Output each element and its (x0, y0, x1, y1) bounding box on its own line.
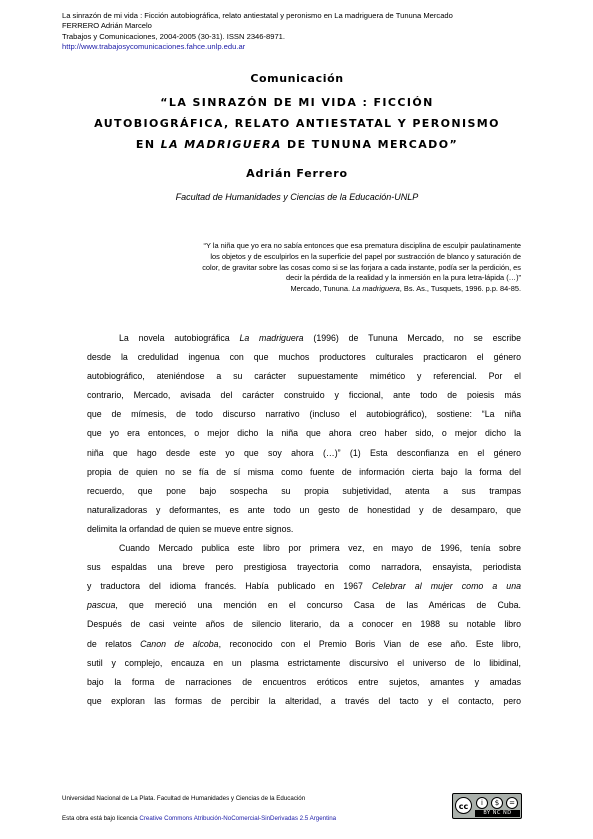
body-line: bajo la forma de narraciones de encuentros eróticos entre sujetos, amantes y amadas (87, 676, 521, 687)
body-line: delimita la orfandad de quien se mueve entre signos. (87, 523, 294, 534)
footer-institution: Universidad Nacional de La Plata. Facultad de Humanidades y Ciencias de la Educación (62, 795, 306, 802)
epigraph-source-author: Mercado, Tununa. (290, 284, 353, 294)
title-book-name: LA MADRIGUERA (160, 138, 282, 151)
text-run: , reconocido con el Premio Boris Vian de ese año. Este libro, (218, 638, 521, 649)
paragraph-1 (87, 329, 521, 539)
title-line-2: AUTOBIOGRÁFICA, RELATO ANTIESTATAL Y PERONISMO (94, 117, 500, 130)
noncommercial-icon: $ (491, 797, 503, 809)
text-run: La novela autobiográfica (119, 333, 240, 343)
citation-title: La sinrazón de mi vida : Ficción autobiográfica, relato antiestatal y peronismo en La madriguera de Tununa Mercado (62, 11, 453, 20)
body-line: que yo era entonces, o mejor dicho la niña que ahora creo haber sido, o mejor dicho la (87, 428, 521, 439)
epigraph-source-title: La madriguera (352, 284, 400, 294)
citation-header (62, 11, 562, 53)
article-title (62, 92, 532, 155)
body-line: naturalizadoras y deformantes, es ante todo un gesto de honestidad y de desamparo, que (87, 504, 521, 515)
epigraph-source (84, 284, 521, 295)
cc-badge-label: BY NC ND (475, 810, 520, 817)
body-line: que exploran las formas de percibir la alteridad, a través del tacto y el contacto, pero (87, 695, 521, 706)
body-line: desde la credulidad ingenua con que muchos productores culturales practicaron el género (87, 352, 521, 363)
epigraph-line: los objetos y de esculpirlos en la superficie del papel por sustracción de blanco y saturación de (210, 251, 521, 261)
noderivatives-icon: = (506, 797, 518, 809)
body-line (87, 329, 521, 348)
citation-author: FERRERO Adrián Marcelo (62, 21, 152, 31)
body-line (87, 635, 521, 654)
attribution-icon: i (476, 797, 488, 809)
citation-journal: Trabajos y Comunicaciones, 2004-2005 (30-31). ISSN 2346-8971. (62, 31, 286, 41)
author-affiliation: Facultad de Humanidades y Ciencias de la Educación-UNLP (175, 192, 419, 202)
epigraph-line: color, de gravitar sobre las cosas como si se las forjara a cada instante, podía ser la perdición, es (202, 262, 521, 272)
text-run: , que mereció una mención en el concurso Casa de las Américas de Cuba. (115, 600, 521, 611)
license-link[interactable]: Creative Commons Atribución-NoComercial-SinDerivadas 2.5 Argentina (139, 815, 337, 822)
text-run: de relatos (87, 638, 141, 649)
title-line-1: “LA SINRAZÓN DE MI VIDA : FICCIÓN (160, 96, 434, 109)
title-line-3-start: EN (135, 138, 161, 151)
journal-url-link[interactable]: http://www.trabajosycomunicaciones.fahce.unlp.edu.ar (62, 42, 246, 52)
book-title: pascua (87, 600, 116, 611)
body-line (87, 577, 521, 596)
cc-logo-icon: cc (455, 797, 472, 814)
body-line: autobiográfico, ateniéndose a su carácter supuestamente mimético y referencial. Por el (87, 371, 521, 382)
body-text (87, 329, 521, 711)
epigraph-line: “Y la niña que yo era no sabía entonces que esa prematura disciplina de esculpir paulatinamente (203, 241, 521, 250)
footer-license (62, 815, 336, 822)
epigraph-line: decir la pérdida de la realidad y la inmersión en la pura letra-lápida (…)” (286, 273, 521, 283)
text-run: (1996) de Tununa Mercado, no se escribe (303, 333, 521, 343)
body-line: propia de quien no se fía de sí misma como fuente de información cierta bajo la forma del (87, 466, 521, 477)
license-prefix: Esta obra está bajo licencia (62, 815, 140, 822)
section-heading: Comunicación (250, 72, 344, 85)
title-line-3-end: DE TUNUNA MERCADO” (281, 138, 459, 151)
book-title: Canon de alcoba (140, 638, 219, 649)
body-line: Cuando Mercado publica este libro por primera vez, en mayo de 1996, tenía sobre (119, 543, 521, 554)
book-title: La madriguera (239, 333, 304, 343)
text-run: y traductora del idioma francés. Había publicado en 1967 (87, 581, 363, 592)
creative-commons-badge[interactable] (452, 793, 522, 819)
body-line: niña que hago desde este yo que soy ahora (…)” (1) Esta desconfianza en el género (87, 447, 521, 458)
body-line: que de mímesis, de todo discurso narrativo (incluso el autobiográfico), sostiene: “La niña (87, 409, 521, 420)
body-line: contrario, Mercado, avisada del carácter construido y ficcional, ante todo de poiesis más (87, 390, 521, 401)
epigraph (84, 241, 521, 295)
title-line-3 (62, 134, 532, 155)
body-line: sutil y complejo, encauza en un plasma estrictamente discursivo el universo de lo libidinal, (87, 657, 521, 668)
epigraph-source-details: , Bs. As., Tusquets, 1996. p.p. 84-85. (399, 284, 521, 294)
author-name: Adrián Ferrero (246, 167, 348, 180)
body-line (87, 596, 521, 615)
body-line: recuerdo, que pone bajo sospecha su propia subjetividad, atenta a sus trampas (87, 485, 521, 496)
body-line: sus espaldas una breve pero prestigiosa trayectoria como narradora, ensayista, periodista (87, 562, 521, 573)
paragraph-2 (87, 539, 521, 711)
book-title: Celebrar al mujer como a una (372, 581, 521, 592)
body-line: Después de casi veinte años de silencio literario, da a conocer en 1988 su notable libro (87, 619, 521, 630)
